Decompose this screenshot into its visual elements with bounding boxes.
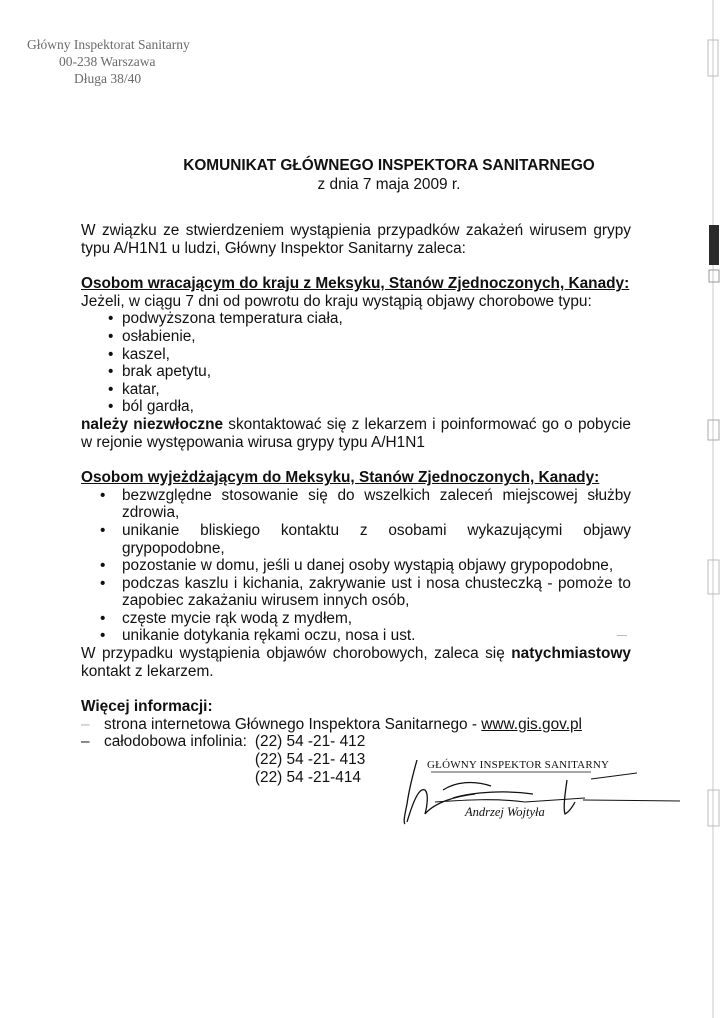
more-info-heading: Więcej informacji:: [81, 698, 213, 716]
phone-number: (22) 54 -21- 412: [254, 733, 366, 751]
signatory-name: Andrzej Wojtyła: [465, 805, 545, 819]
document-date: z dnia 7 maja 2009 r.: [317, 176, 461, 193]
action-emphasis: należy niezwłoczne: [81, 415, 224, 433]
closing-emphasis: natychmiastowy: [511, 645, 631, 663]
phone-number: (22) 54 -21-414: [254, 768, 361, 786]
list-item: • podczas kaszlu i kichania, zakrywanie ust i nosa chusteczką - pomoże to zapobiec zakażaniu wirusem innych osób,: [81, 575, 631, 610]
list-item: • osłabienie,: [81, 328, 631, 346]
intro-paragraph: W związku ze stwierdzeniem wystąpienia przypadków zakażeń wirusem grypy typu A/H1N1 u ludzi, Główny Inspektor Sanitarny zaleca:: [81, 222, 631, 257]
recommendations-list: [81, 487, 631, 645]
hotline-label: – całodobowa infolinia:: [104, 733, 247, 751]
list-item: • unikanie dotykania rękami oczu, nosa i ust.: [81, 627, 631, 645]
stamp-line-name: Główny Inspektorat Sanitarny: [27, 37, 190, 52]
leaving-closing: [81, 645, 631, 680]
list-item: [81, 716, 631, 734]
closing-text: W przypadku wystąpienia objawów chorobowych, zaleca się: [81, 645, 512, 663]
fax-edge-marks: [700, 0, 720, 1018]
phone-number: (22) 54 -21- 413: [254, 751, 366, 769]
list-item: • ból gardła,: [81, 398, 631, 416]
list-item: • katar,: [81, 381, 631, 399]
list-item: • częste mycie rąk wodą z mydłem,: [81, 610, 631, 628]
symptoms-list: [81, 310, 631, 416]
closing-text-end: kontakt z lekarzem.: [81, 662, 214, 680]
action-text: skontaktować się z lekarzem i poinformować go o pobycie w rejonie występowania wirusa grypy typu A/H1N1: [81, 415, 631, 451]
website-link[interactable]: www.gis.gov.pl: [481, 715, 582, 733]
document-body: [81, 222, 631, 786]
signature-block: [395, 752, 685, 832]
document-header: [0, 156, 720, 194]
returning-lead: Jeżeli, w ciągu 7 dni od powrotu do kraju wystąpią objawy chorobowe typu:: [81, 292, 592, 310]
signatory-role: GŁÓWNY INSPEKTOR SANITARNY: [427, 759, 610, 771]
stamp-line-street: Długa 38/40: [74, 71, 142, 86]
returning-action: [81, 416, 631, 451]
list-item: • bezwzględne stosowanie się do wszelkich zaleceń miejscowej służby zdrowia,: [81, 487, 631, 522]
pencil-mark: [617, 635, 627, 636]
returning-heading: Osobom wracającym do kraju z Meksyku, Stanów Zjednoczonych, Kanady:: [81, 275, 630, 293]
list-item: • brak apetytu,: [81, 363, 631, 381]
document-title: KOMUNIKAT GŁÓWNEGO INSPEKTORA SANITARNEGO: [183, 157, 595, 174]
phone-numbers: [247, 733, 365, 786]
leaving-heading: Osobom wyjeżdżającym do Meksyku, Stanów Zjednoczonych, Kanady:: [81, 469, 600, 487]
institution-stamp: [27, 36, 190, 87]
stamp-line-city: 00-238 Warszawa: [59, 54, 156, 69]
list-item: • unikanie bliskiego kontaktu z osobami wykazującymi objawy grypopodobne,: [81, 522, 631, 557]
list-item: • pozostanie w domu, jeśli u danej osoby wystąpią objawy grypopodobne,: [81, 557, 631, 575]
list-item: • podwyższona temperatura ciała,: [81, 310, 631, 328]
list-item: • kaszel,: [81, 346, 631, 364]
website-text: strona internetowa Głównego Inspektora Sanitarnego -: [104, 715, 482, 733]
